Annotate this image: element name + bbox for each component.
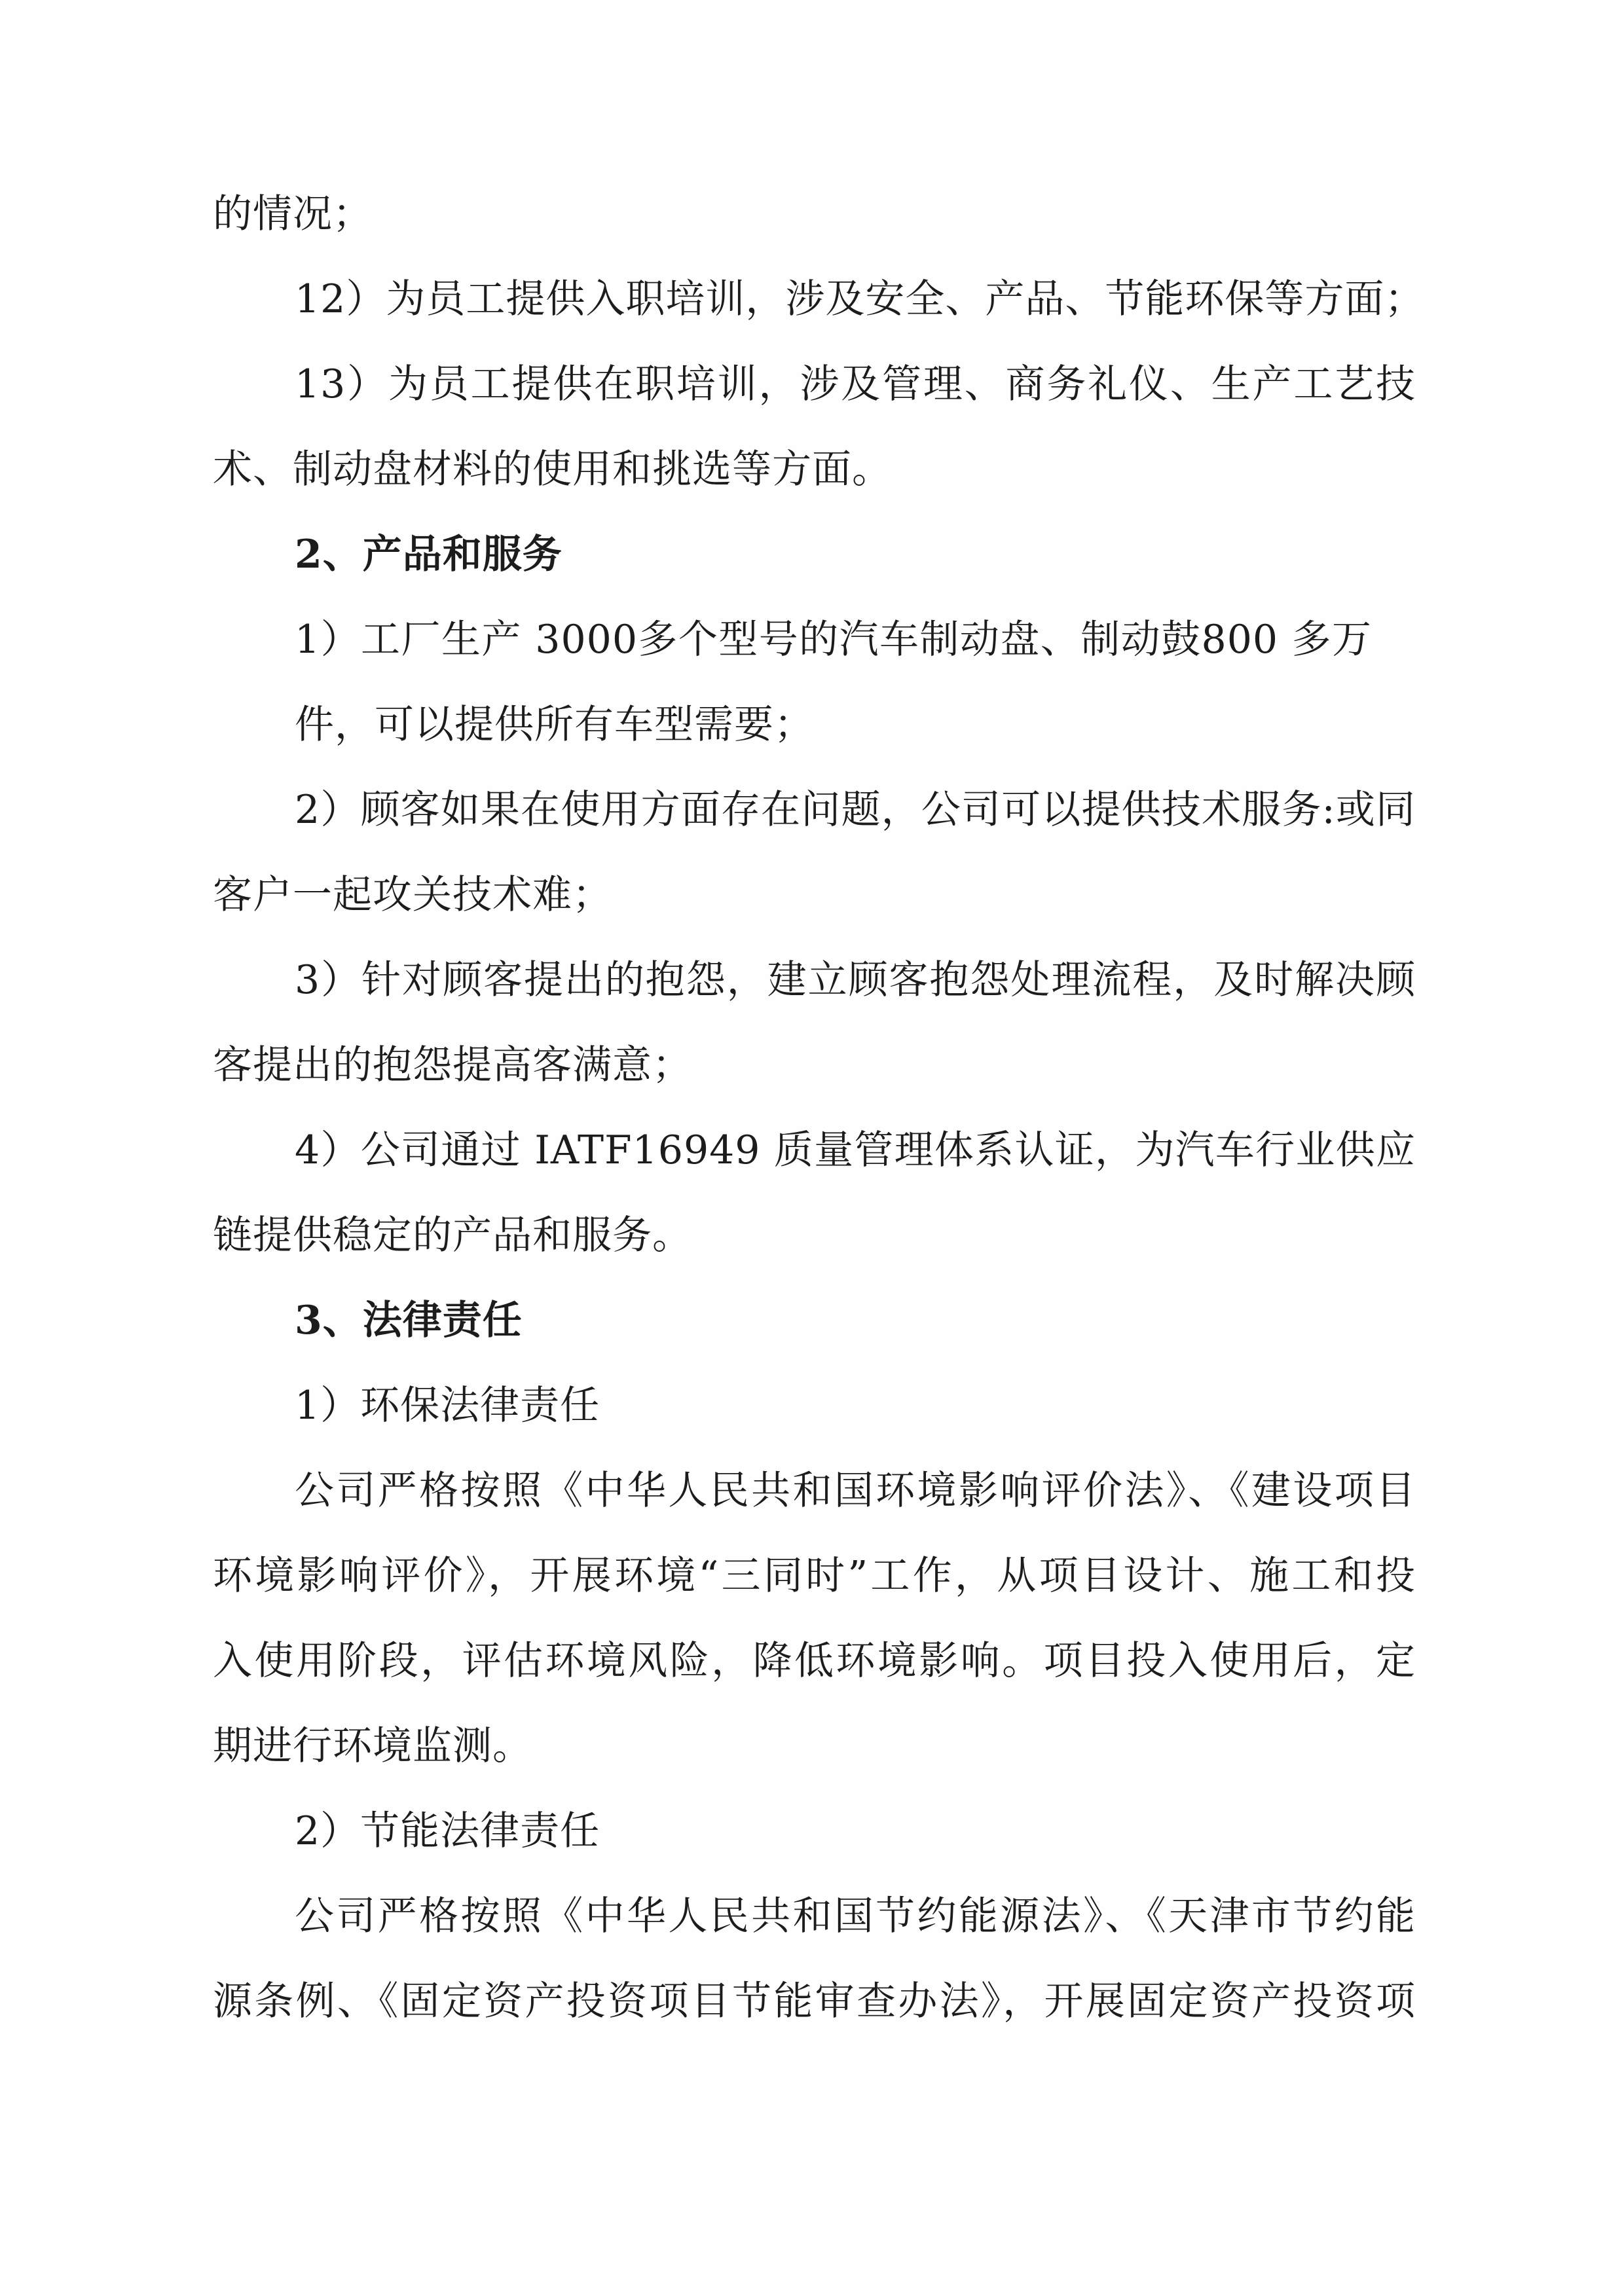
text-line: 客提出的抱怨提高客满意； (213, 1042, 692, 1088)
text-line: 的情况； (213, 191, 373, 237)
text-line: 入使用阶段，评估环境风险，降低环境影响。项目投入使用后，定 (213, 1638, 1416, 1684)
section-heading: 3、法律责任 (295, 1298, 523, 1343)
subsection-heading: 2）节能法律责任 (295, 1808, 600, 1854)
text-line: 件，可以提供所有车型需要； (295, 702, 814, 748)
text-line: 12）为员工提供入职培训，涉及安全、产品、节能环保等方面； (295, 276, 1425, 322)
text-line: 2）顾客如果在使用方面存在问题，公司可以提供技术服务:或同 (295, 787, 1416, 833)
text-line: 环境影响评价》，开展环境“三同时”工作，从项目设计、施工和投 (213, 1553, 1416, 1599)
text-line: 术、制动盘材料的使用和挑选等方面。 (213, 446, 892, 492)
text-line: 公司严格按照《中华人民共和国环境影响评价法》、《建设项目 (295, 1468, 1416, 1514)
text-line: 4）公司通过 IATF16949 质量管理体系认证，为汽车行业供应 (295, 1127, 1416, 1173)
text-line: 链提供稳定的产品和服务。 (213, 1212, 692, 1258)
text-line: 3）针对顾客提出的抱怨，建立顾客抱怨处理流程，及时解决顾 (295, 957, 1416, 1003)
text-line: 公司严格按照《中华人民共和国节约能源法》、《天津市节约能 (295, 1893, 1416, 1939)
text-line: 期进行环境监测。 (213, 1723, 532, 1769)
text-line: 1）工厂生产 3000多个型号的汽车制动盘、制动鼓800 多万 (295, 617, 1372, 663)
text-line: 源条例、《固定资产投资项目节能审查办法》，开展固定资产投资项 (213, 1978, 1416, 2024)
text-line: 客户一起攻关技术难； (213, 872, 612, 918)
section-heading: 2、产品和服务 (295, 532, 563, 577)
subsection-heading: 1）环保法律责任 (295, 1383, 600, 1429)
text-line: 13）为员工提供在职培训，涉及管理、商务礼仪、生产工艺技 (295, 361, 1416, 407)
